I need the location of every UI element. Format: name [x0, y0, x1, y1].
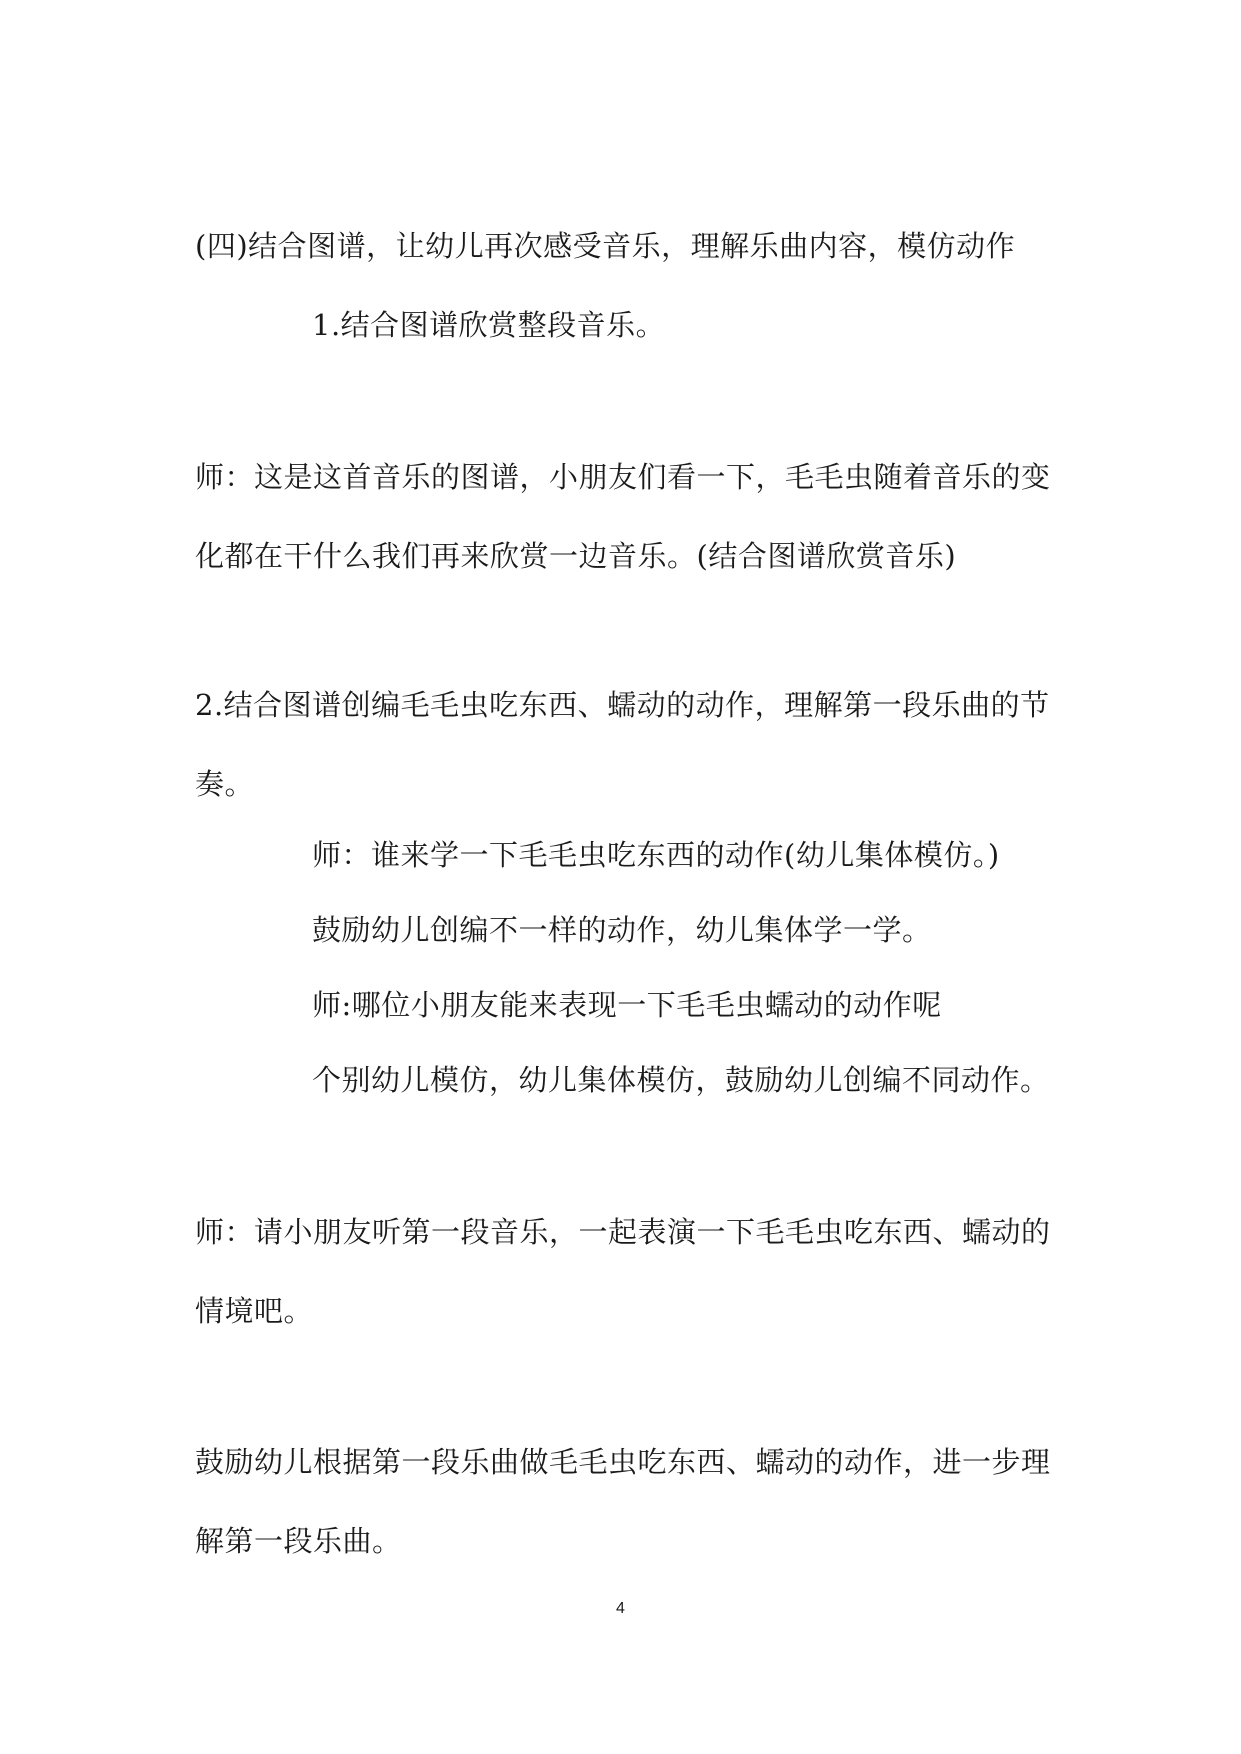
paragraph-line: 师：请小朋友听第一段音乐，一起表演一下毛毛虫吃东西、蠕动的: [195, 1215, 1051, 1249]
paragraph-line: 2.结合图谱创编毛毛虫吃东西、蠕动的动作，理解第一段乐曲的节: [195, 688, 1050, 722]
paragraph-line: 鼓励幼儿根据第一段乐曲做毛毛虫吃东西、蠕动的动作，进一步理: [195, 1445, 1051, 1479]
paragraph-line: 师：谁来学一下毛毛虫吃东西的动作(幼儿集体模仿。): [312, 838, 1000, 872]
paragraph-line: 1.结合图谱欣赏整段音乐。: [312, 308, 666, 342]
paragraph-line: 师：这是这首音乐的图谱，小朋友们看一下，毛毛虫随着音乐的变: [195, 460, 1051, 494]
paragraph-line: 解第一段乐曲。: [195, 1524, 402, 1558]
paragraph-line: 鼓励幼儿创编不一样的动作，幼儿集体学一学。: [312, 913, 932, 947]
page-number: 4: [616, 1600, 625, 1617]
paragraph-line: 师:哪位小朋友能来表现一下毛毛虫蠕动的动作呢: [312, 988, 942, 1022]
paragraph-line: 奏。: [195, 767, 255, 801]
paragraph-line: 情境吧。: [195, 1294, 314, 1328]
section-heading: (四)结合图谱，让幼儿再次感受音乐，理解乐曲内容，模仿动作: [195, 229, 1016, 263]
paragraph-line: 个别幼儿模仿，幼儿集体模仿，鼓励幼儿创编不同动作。: [312, 1063, 1050, 1097]
paragraph-line: 化都在干什么我们再来欣赏一边音乐。(结合图谱欣赏音乐): [195, 539, 957, 573]
